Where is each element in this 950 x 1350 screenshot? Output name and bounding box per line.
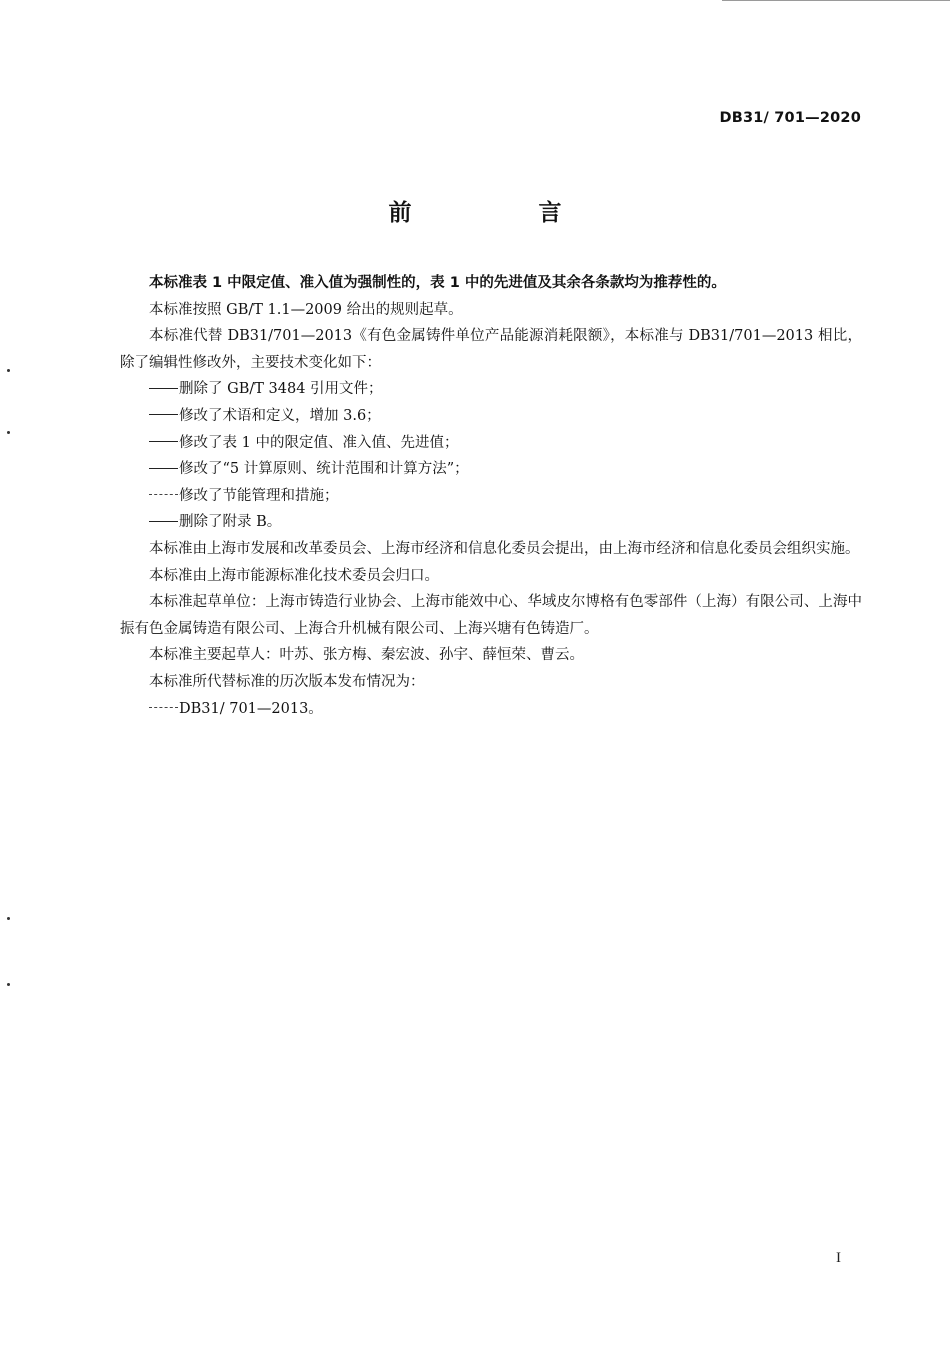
- change-item: 修改了“5 计算原则、统计范围和计算方法”；: [120, 456, 862, 483]
- change-item: 删除了附录 B。: [120, 509, 862, 536]
- dash-mark: [149, 494, 178, 495]
- change-item: 修改了表 1 中的限定值、准入值、先进值；: [120, 430, 862, 457]
- page-number: I: [836, 1250, 841, 1266]
- dash-mark: [149, 441, 178, 442]
- binding-dot: [7, 369, 10, 372]
- dash-mark: [149, 388, 178, 389]
- drafting-rules-paragraph: 本标准按照 GB/T 1.1—2009 给出的规则起草。: [149, 301, 463, 318]
- page-title: 前 言: [388, 200, 614, 226]
- replacement-paragraph: 本标准代替 DB31/701—2013《有色金属铸件单位产品能源消耗限额》，本标准与 DB31/701—2013 相比，除了编辑性修改外，主要技术变化如下：: [120, 328, 862, 371]
- history-heading: 本标准所代替标准的历次版本发布情况为：: [149, 673, 425, 690]
- standard-code: DB31/ 701—2020: [719, 110, 861, 126]
- change-item: 删除了 GB/T 3484 引用文件；: [120, 376, 862, 403]
- change-item: 修改了术语和定义，增加 3.6；: [120, 403, 862, 430]
- binding-dot: [7, 983, 10, 986]
- drafters-paragraph: 本标准主要起草人：叶苏、张方梅、秦宏波、孙宇、薛恒荣、曹云。: [149, 647, 584, 664]
- foreword-body: [120, 270, 862, 722]
- mandatory-statement: 本标准表 1 中限定值、准入值为强制性的，表 1 中的先进值及其余各条款均为推荐性的。: [149, 275, 726, 291]
- history-item: DB31/ 701—2013。: [120, 696, 862, 723]
- binding-dot: [7, 917, 10, 920]
- dash-mark: [149, 468, 178, 469]
- change-item: 修改了节能管理和措施；: [120, 483, 862, 510]
- drafting-units-paragraph: 本标准起草单位：上海市铸造行业协会、上海市能效中心、华域皮尔博格有色零部件（上海）有限公司、上海中振有色金属铸造有限公司、上海合升机械有限公司、上海兴塘有色铸造厂。: [120, 594, 862, 637]
- dash-mark: [149, 521, 178, 522]
- administration-paragraph: 本标准由上海市能源标准化技术委员会归口。: [149, 567, 439, 584]
- binding-dot: [7, 431, 10, 434]
- dash-mark: [149, 707, 178, 708]
- top-rule: [722, 0, 950, 1]
- proposer-paragraph: 本标准由上海市发展和改革委员会、上海市经济和信息化委员会提出，由上海市经济和信息化委员会组织实施。: [149, 540, 860, 557]
- dash-mark: [149, 414, 178, 415]
